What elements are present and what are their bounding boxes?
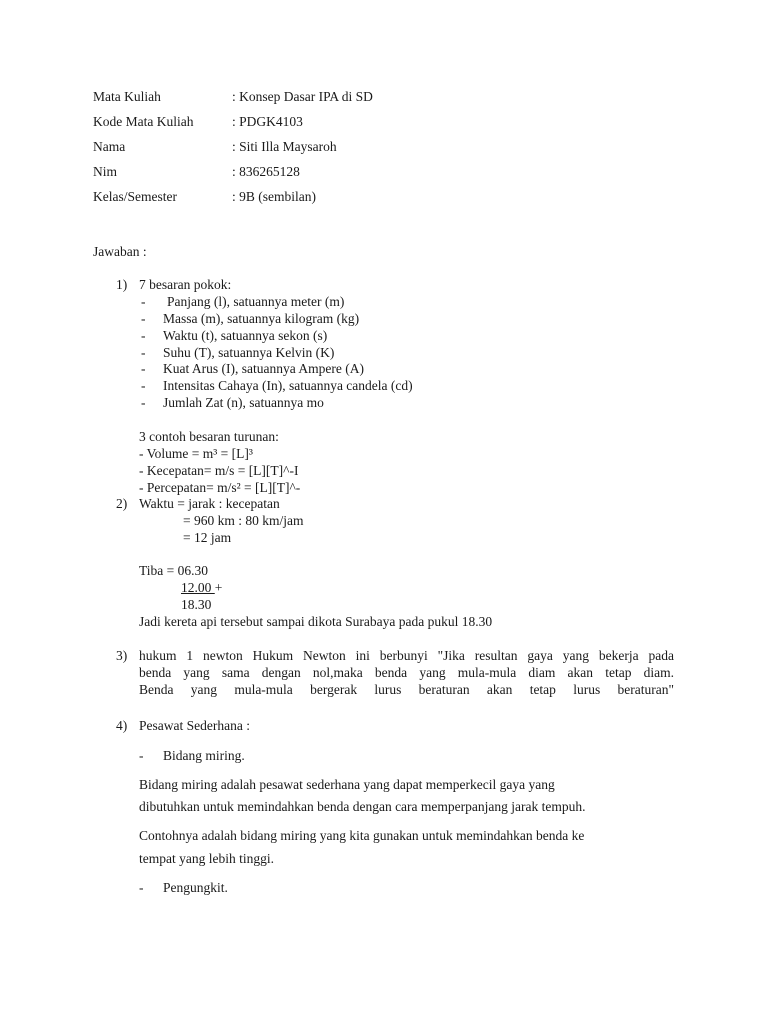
q1-item: Panjang (l), satuannya meter (m) bbox=[167, 294, 345, 309]
q4-bullet: - bbox=[139, 748, 144, 763]
q1-bullet: - bbox=[141, 361, 146, 376]
q1-turunan-title: 3 contoh besaran turunan: bbox=[139, 429, 279, 444]
q3-line: hukum 1 newton Hukum Newton ini berbunyi "Jika resultan gaya yang bekerja pada bbox=[139, 648, 674, 663]
q2-conclusion: Jadi kereta api tersebut sampai dikota Surabaya pada pukul 18.30 bbox=[139, 614, 493, 629]
q1-bullet: - bbox=[141, 328, 146, 343]
header-label-nim: Nim bbox=[93, 164, 118, 179]
header-value-mata-kuliah: : Konsep Dasar IPA di SD bbox=[232, 89, 373, 104]
header-label-nama: Nama bbox=[93, 139, 126, 154]
q1-item: Waktu (t), satuannya sekon (s) bbox=[163, 328, 328, 343]
q1-item: Jumlah Zat (n), satuannya mo bbox=[163, 395, 324, 410]
q2-line2: = 960 km : 80 km/jam bbox=[183, 513, 304, 528]
q1-item: Suhu (T), satuannya Kelvin (K) bbox=[163, 345, 335, 360]
q4-number: 4) bbox=[116, 718, 128, 733]
header-value-kelas: : 9B (sembilan) bbox=[232, 189, 316, 204]
q4-paragraph2-line1: Contohnya adalah bidang miring yang kita gunakan untuk memindahkan benda ke bbox=[139, 828, 585, 843]
q4-title: Pesawat Sederhana : bbox=[139, 718, 250, 733]
header-label-kelas: Kelas/Semester bbox=[93, 189, 177, 204]
q1-turunan-item: - Percepatan= m/s² = [L][T]^- bbox=[139, 480, 301, 495]
header-value-nim: : 836265128 bbox=[232, 164, 300, 179]
q1-bullet: - bbox=[141, 311, 146, 326]
header-value-nama: : Siti Illa Maysaroh bbox=[232, 139, 337, 154]
q3-line: Benda yang mula-mula bergerak lurus beraturan akan tetap lurus beraturan" bbox=[139, 682, 674, 697]
q2-tiba-addend-value: 12.00 bbox=[181, 580, 215, 595]
q4-paragraph2-line2: tempat yang lebih tinggi. bbox=[139, 851, 274, 866]
q3-line: benda yang sama dengan nol,maka benda yang mula-mula diam akan tetap diam. bbox=[139, 665, 674, 680]
header-value-kode: : PDGK4103 bbox=[232, 114, 303, 129]
q1-bullet: - bbox=[141, 395, 146, 410]
q4-item-bidang-miring: Bidang miring. bbox=[163, 748, 245, 763]
q1-item: Kuat Arus (I), satuannya Ampere (A) bbox=[163, 361, 364, 376]
q2-tiba-result: 18.30 bbox=[181, 597, 212, 612]
q4-paragraph1-line2: dibutuhkan untuk memindahkan benda dengan cara memperpanjang jarak tempuh. bbox=[139, 799, 586, 814]
q2-number: 2) bbox=[116, 496, 128, 511]
q1-bullet: - bbox=[141, 345, 146, 360]
jawaban-heading: Jawaban : bbox=[93, 244, 147, 259]
header-label-kode: Kode Mata Kuliah bbox=[93, 114, 194, 129]
q1-turunan-item: - Kecepatan= m/s = [L][T]^-I bbox=[139, 463, 299, 478]
q1-title: 7 besaran pokok: bbox=[139, 277, 232, 292]
q4-paragraph1-line1: Bidang miring adalah pesawat sederhana yang dapat memperkecil gaya yang bbox=[139, 777, 555, 792]
q1-bullet: - bbox=[141, 294, 146, 309]
q2-tiba: Tiba = 06.30 bbox=[139, 563, 209, 578]
header-label-mata-kuliah: Mata Kuliah bbox=[93, 89, 161, 104]
q1-bullet: - bbox=[141, 378, 146, 393]
q2-line3: = 12 jam bbox=[183, 530, 232, 545]
q1-item: Massa (m), satuannya kilogram (kg) bbox=[163, 311, 360, 326]
q2-line1: Waktu = jarak : kecepatan bbox=[139, 496, 280, 511]
q2-plus-sign: + bbox=[214, 580, 223, 595]
q1-number: 1) bbox=[116, 277, 128, 292]
q1-item: Intensitas Cahaya (In), satuannya candela (cd) bbox=[163, 378, 413, 393]
q4-bullet: - bbox=[139, 880, 144, 895]
q1-turunan-item: - Volume = m³ = [L]³ bbox=[139, 446, 253, 461]
q2-tiba-addend bbox=[181, 579, 222, 596]
q3-number: 3) bbox=[116, 648, 128, 663]
q4-item-pengungkit: Pengungkit. bbox=[163, 880, 228, 895]
